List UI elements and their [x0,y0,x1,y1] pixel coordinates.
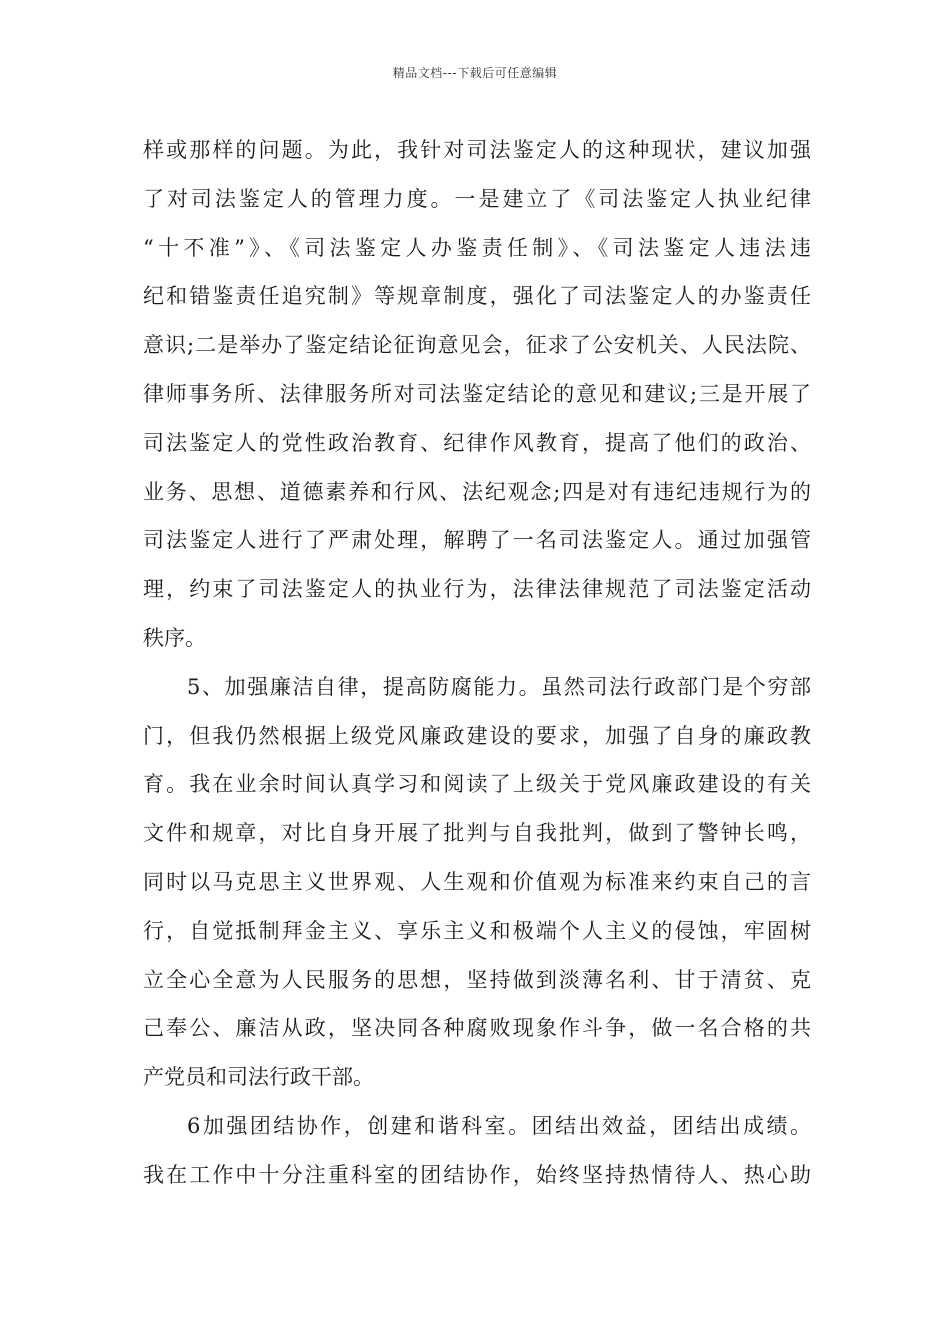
text-line: 理，约束了司法鉴定人的执业行为，法律法律规范了司法鉴定活动 [143,577,811,602]
text-line: 司法鉴定人的党性政治教育、纪律作风教育，提高了他们的政治、 [143,430,811,455]
text-line: 秩序。 [143,625,206,650]
text-line: 门，但我仍然根据上级党风廉政建设的要求，加强了自身的廉政教 [143,723,811,748]
page-header: 精品文档---下载后可任意编辑 [392,66,558,80]
text-line: 育。我在业余时间认真学习和阅读了上级关于党风廉政建设的有关 [143,772,811,797]
text-line: 业务、思想、道德素养和行风、法纪观念;四是对有违纪违规行为的 [143,479,811,504]
text-line: 文件和规章，对比自身开展了批判与自我批判，做到了警钟长鸣， [143,821,811,846]
text-line: 立全心全意为人民服务的思想，坚持做到淡薄名利、甘于清贫、克 [143,967,811,992]
paragraph-3 [143,1102,811,1200]
paragraph-2 [143,663,811,1102]
text-line: 律师事务所、法律服务所对司法鉴定结论的意见和建议;三是开展了 [143,381,811,406]
text-line: “十不准”》、《司法鉴定人办鉴责任制》、《司法鉴定人违法违 [143,235,811,260]
text-line: 了对司法鉴定人的管理力度。一是建立了《司法鉴定人执业纪律 [143,186,811,211]
text-line: 样或那样的问题。为此，我针对司法鉴定人的这种现状，建议加强 [143,138,811,162]
text-line: 行，自觉抵制拜金主义、享乐主义和极端个人主义的侵蚀，牢固树 [143,918,811,943]
text-line: 意识;二是举办了鉴定结论征询意见会，征求了公安机关、人民法院、 [143,333,811,358]
text-line: 纪和错鉴责任追究制》等规章制度，强化了司法鉴定人的办鉴责任 [143,284,811,309]
text-line: 5、加强廉洁自律，提高防腐能力。虽然司法行政部门是个穷部 [187,674,811,699]
document-body [143,126,811,1200]
text-line: 司法鉴定人进行了严肃处理，解聘了一名司法鉴定人。通过加强管 [143,528,811,553]
paragraph-1 [143,126,811,663]
text-line: 己奉公、廉洁从政，坚决同各种腐败现象作斗争，做一名合格的共 [143,1016,811,1041]
text-line: 6加强团结协作，创建和谐科室。团结出效益，团结出成绩。 [187,1113,811,1138]
text-line: 同时以马克思主义世界观、人生观和价值观为标准来约束自己的言 [143,869,811,894]
text-line: 我在工作中十分注重科室的团结协作，始终坚持热情待人、热心助 [143,1162,811,1187]
text-line: 产党员和司法行政干部。 [143,1065,374,1090]
